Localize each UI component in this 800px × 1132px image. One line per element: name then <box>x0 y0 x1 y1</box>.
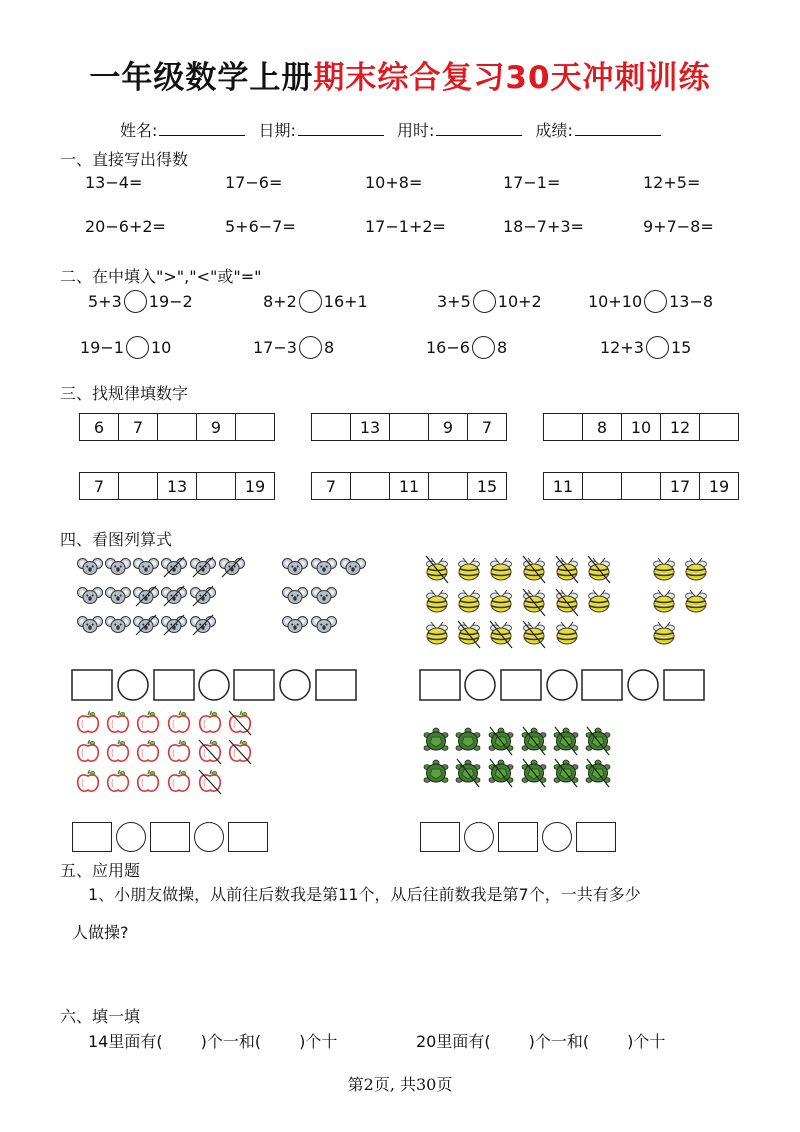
name-blank[interactable] <box>159 121 245 136</box>
operator-circle[interactable] <box>542 822 572 852</box>
compare-left: 16−6 <box>426 338 470 357</box>
cross-out-strokes <box>426 556 610 648</box>
compare-circle[interactable] <box>473 290 496 313</box>
turtle-group <box>424 727 610 787</box>
apple-icon <box>169 740 190 761</box>
koala-icon <box>283 617 308 633</box>
operator-circle[interactable] <box>465 670 495 700</box>
compare-circle[interactable] <box>299 290 322 313</box>
sequence-6 <box>543 472 739 500</box>
fill-text-a: 14里面有( <box>88 1032 163 1051</box>
sequence-2 <box>311 413 507 441</box>
sequence-cell[interactable] <box>428 472 468 500</box>
compare-circle[interactable] <box>472 336 495 359</box>
fill-text-a: 20里面有( <box>416 1032 491 1051</box>
sequence-cell[interactable] <box>311 413 351 441</box>
arith-6: 20−6+2= <box>85 217 166 236</box>
koala-icon <box>312 588 337 604</box>
koala-group-left <box>78 557 245 635</box>
time-label: 用时: <box>397 121 435 140</box>
answer-box[interactable] <box>154 670 194 700</box>
answer-box[interactable] <box>72 822 112 852</box>
compare-circle[interactable] <box>299 336 322 359</box>
fill-item-2 <box>416 1029 665 1052</box>
section-2-heading: 二、在中填入">","<"或"=" <box>60 267 262 286</box>
compare-item-3 <box>437 291 542 314</box>
answer-box[interactable] <box>664 670 704 700</box>
sequence-cell[interactable]: 10 <box>621 413 661 441</box>
apple-icon <box>230 740 251 761</box>
turtle-icon <box>456 760 480 782</box>
bee-icon <box>491 558 512 580</box>
compare-left: 17−3 <box>253 338 297 357</box>
koala-icon <box>78 617 103 633</box>
apple-icon <box>169 770 190 791</box>
compare-right: 19−2 <box>148 292 193 311</box>
compare-item-8 <box>600 337 691 360</box>
sequence-cell[interactable]: 12 <box>660 413 700 441</box>
bee-icon <box>491 590 512 612</box>
koala-icon <box>312 559 337 575</box>
equation-row-1-right <box>420 670 704 700</box>
apple-icon <box>169 711 190 732</box>
apple-icon <box>200 770 221 791</box>
apple-icon <box>200 740 221 761</box>
operator-circle[interactable] <box>199 670 229 700</box>
sequence-cell[interactable]: 9 <box>196 413 236 441</box>
sequence-cell[interactable]: 11 <box>389 472 429 500</box>
sequence-cell[interactable]: 7 <box>79 472 119 500</box>
word-problem-line-2: 人做操? <box>72 923 129 942</box>
answer-box[interactable] <box>228 822 268 852</box>
page-footer: 第2页, 共30页 <box>347 1075 453 1094</box>
compare-item-4 <box>588 291 713 314</box>
apple-icon <box>138 770 159 791</box>
koala-icon <box>312 617 337 633</box>
compare-item-2 <box>263 291 368 314</box>
arith-4: 17−1= <box>503 173 561 192</box>
bee-icon <box>686 590 707 612</box>
sequence-cell[interactable] <box>699 413 739 441</box>
answer-box[interactable] <box>150 822 190 852</box>
sequence-cell[interactable] <box>157 413 197 441</box>
sequence-cell[interactable] <box>235 413 275 441</box>
compare-circle[interactable] <box>644 290 667 313</box>
page-title <box>0 52 800 97</box>
apple-icon <box>108 740 129 761</box>
fill-text-b: )个一和( <box>200 1032 262 1051</box>
bee-icon <box>427 590 448 612</box>
turtle-icon <box>554 760 578 782</box>
turtle-icon <box>424 760 448 782</box>
sequence-cell[interactable]: 9 <box>428 413 468 441</box>
compare-right: 10 <box>150 338 172 357</box>
answer-box[interactable] <box>420 822 460 852</box>
arith-1: 13−4= <box>85 173 143 192</box>
section-1-heading: 一、直接写出得数 <box>60 150 189 169</box>
compare-right: 8 <box>496 338 508 357</box>
sequence-cell[interactable]: 13 <box>157 472 197 500</box>
arith-2: 17−6= <box>225 173 283 192</box>
section-4-heading: 四、看图列算式 <box>60 530 173 549</box>
compare-left: 3+5 <box>437 292 471 311</box>
apple-icon <box>78 770 99 791</box>
bee-icon <box>459 590 480 612</box>
apple-icon <box>108 770 129 791</box>
compare-item-5 <box>80 337 171 360</box>
sequence-cell[interactable]: 17 <box>660 472 700 500</box>
turtle-icon <box>522 728 546 750</box>
section-3-heading: 三、找规律填数字 <box>60 384 189 403</box>
sequence-cell[interactable]: 11 <box>543 472 583 500</box>
answer-box[interactable] <box>576 822 616 852</box>
fill-text-c: )个十 <box>627 1032 666 1051</box>
name-label: 姓名: <box>120 121 158 140</box>
operator-circle[interactable] <box>280 670 310 700</box>
sequence-cell[interactable]: 19 <box>699 472 739 500</box>
koala-icon <box>283 559 308 575</box>
compare-right: 16+1 <box>323 292 368 311</box>
compare-right: 13−8 <box>669 292 714 311</box>
fill-text-c: )个十 <box>299 1032 338 1051</box>
bee-group-left <box>426 556 610 648</box>
sequence-cell[interactable]: 8 <box>582 413 622 441</box>
sequence-cell[interactable]: 15 <box>467 472 507 500</box>
arith-8: 17−1+2= <box>365 217 446 236</box>
arith-5: 12+5= <box>643 173 701 192</box>
compare-left: 5+3 <box>88 292 122 311</box>
sequence-cell[interactable]: 7 <box>467 413 507 441</box>
bee-icon <box>654 590 675 612</box>
picture-problems <box>0 545 800 825</box>
apple-icon <box>138 711 159 732</box>
sequence-cell[interactable] <box>350 472 390 500</box>
turtle-icon <box>489 760 513 782</box>
fill-text-b: )个一和( <box>528 1032 590 1051</box>
bee-icon <box>557 622 578 644</box>
answer-box[interactable] <box>498 822 538 852</box>
apple-icon <box>138 740 159 761</box>
sequence-cell[interactable]: 13 <box>350 413 390 441</box>
compare-right: 8 <box>323 338 335 357</box>
fill-item-1 <box>88 1029 337 1052</box>
koala-icon <box>283 588 308 604</box>
date-label: 日期: <box>258 121 296 140</box>
operator-circle[interactable] <box>194 822 224 852</box>
sequence-cell[interactable] <box>118 472 158 500</box>
compare-item-7 <box>426 337 507 360</box>
compare-left: 8+2 <box>263 292 297 311</box>
operator-circle[interactable] <box>118 670 148 700</box>
turtle-icon <box>586 760 610 782</box>
title-part-1: 一年级数学上册 <box>89 60 314 96</box>
sequence-cell[interactable] <box>543 413 583 441</box>
turtle-icon <box>489 728 513 750</box>
koala-icon <box>134 559 159 575</box>
bee-icon <box>654 558 675 580</box>
bee-icon <box>686 558 707 580</box>
bee-icon <box>654 622 675 644</box>
score-blank[interactable] <box>575 121 661 136</box>
title-part-2: 期末综合复习30天冲刺训练 <box>313 60 711 96</box>
apple-icon <box>108 711 129 732</box>
time-blank[interactable] <box>436 121 522 136</box>
answer-box[interactable] <box>420 670 460 700</box>
bee-icon <box>427 622 448 644</box>
koala-icon <box>106 559 131 575</box>
bee-group-right <box>654 558 707 644</box>
turtle-icon <box>522 760 546 782</box>
turtle-icon <box>554 728 578 750</box>
apple-group <box>78 711 251 794</box>
compare-circle[interactable] <box>646 336 669 359</box>
sequence-1 <box>79 413 275 441</box>
turtle-icon <box>456 728 480 750</box>
answer-box[interactable] <box>582 670 622 700</box>
operator-circle[interactable] <box>464 822 494 852</box>
student-info-row <box>120 118 669 141</box>
operator-circle[interactable] <box>628 670 658 700</box>
apple-icon <box>200 711 221 732</box>
koala-icon <box>106 617 131 633</box>
word-problem-line-1: 1、小朋友做操，从前往后数我是第11个，从后往前数我是第7个，一共有多少 <box>88 885 641 904</box>
section-5-heading: 五、应用题 <box>60 861 141 880</box>
koala-icon <box>341 559 366 575</box>
koala-icon <box>78 588 103 604</box>
sequence-cell[interactable] <box>389 413 429 441</box>
bee-icon <box>459 558 480 580</box>
apple-icon <box>78 711 99 732</box>
compare-circle[interactable] <box>124 290 147 313</box>
equation-row-2-left-boxes <box>72 822 268 852</box>
sequence-cell[interactable] <box>196 472 236 500</box>
sequence-cell[interactable] <box>621 472 661 500</box>
sequence-cell[interactable]: 6 <box>79 413 119 441</box>
equation-row-1-left <box>72 670 356 700</box>
koala-group-right <box>283 559 366 633</box>
operator-circle[interactable] <box>116 822 146 852</box>
operator-circle[interactable] <box>547 670 577 700</box>
sequence-cell[interactable] <box>582 472 622 500</box>
apple-icon <box>78 740 99 761</box>
sequence-3 <box>543 413 739 441</box>
turtle-icon <box>586 728 610 750</box>
score-label: 成绩: <box>535 121 573 140</box>
compare-left: 10+10 <box>588 292 643 311</box>
arith-9: 18−7+3= <box>503 217 584 236</box>
koala-icon <box>106 588 131 604</box>
equation-row-2-right-boxes <box>420 822 616 852</box>
answer-box[interactable] <box>72 670 112 700</box>
sequence-cell[interactable]: 7 <box>118 413 158 441</box>
answer-box[interactable] <box>501 670 541 700</box>
compare-circle[interactable] <box>126 336 149 359</box>
sequence-5 <box>311 472 507 500</box>
compare-right: 15 <box>670 338 692 357</box>
compare-right: 10+2 <box>497 292 542 311</box>
answer-box[interactable] <box>316 670 356 700</box>
answer-box[interactable] <box>234 670 274 700</box>
arith-10: 9+7−8= <box>643 217 714 236</box>
sequence-cell[interactable]: 19 <box>235 472 275 500</box>
compare-left: 12+3 <box>600 338 644 357</box>
apple-icon <box>230 711 251 732</box>
arith-3: 10+8= <box>365 173 423 192</box>
arith-7: 5+6−7= <box>225 217 296 236</box>
sequence-cell[interactable]: 7 <box>311 472 351 500</box>
koala-icon <box>78 559 103 575</box>
compare-left: 19−1 <box>80 338 124 357</box>
section-6-heading: 六、填一填 <box>60 1007 141 1026</box>
compare-item-6 <box>253 337 334 360</box>
compare-item-1 <box>88 291 193 314</box>
turtle-icon <box>424 728 448 750</box>
sequence-4 <box>79 472 275 500</box>
date-blank[interactable] <box>298 121 384 136</box>
bee-icon <box>589 590 610 612</box>
